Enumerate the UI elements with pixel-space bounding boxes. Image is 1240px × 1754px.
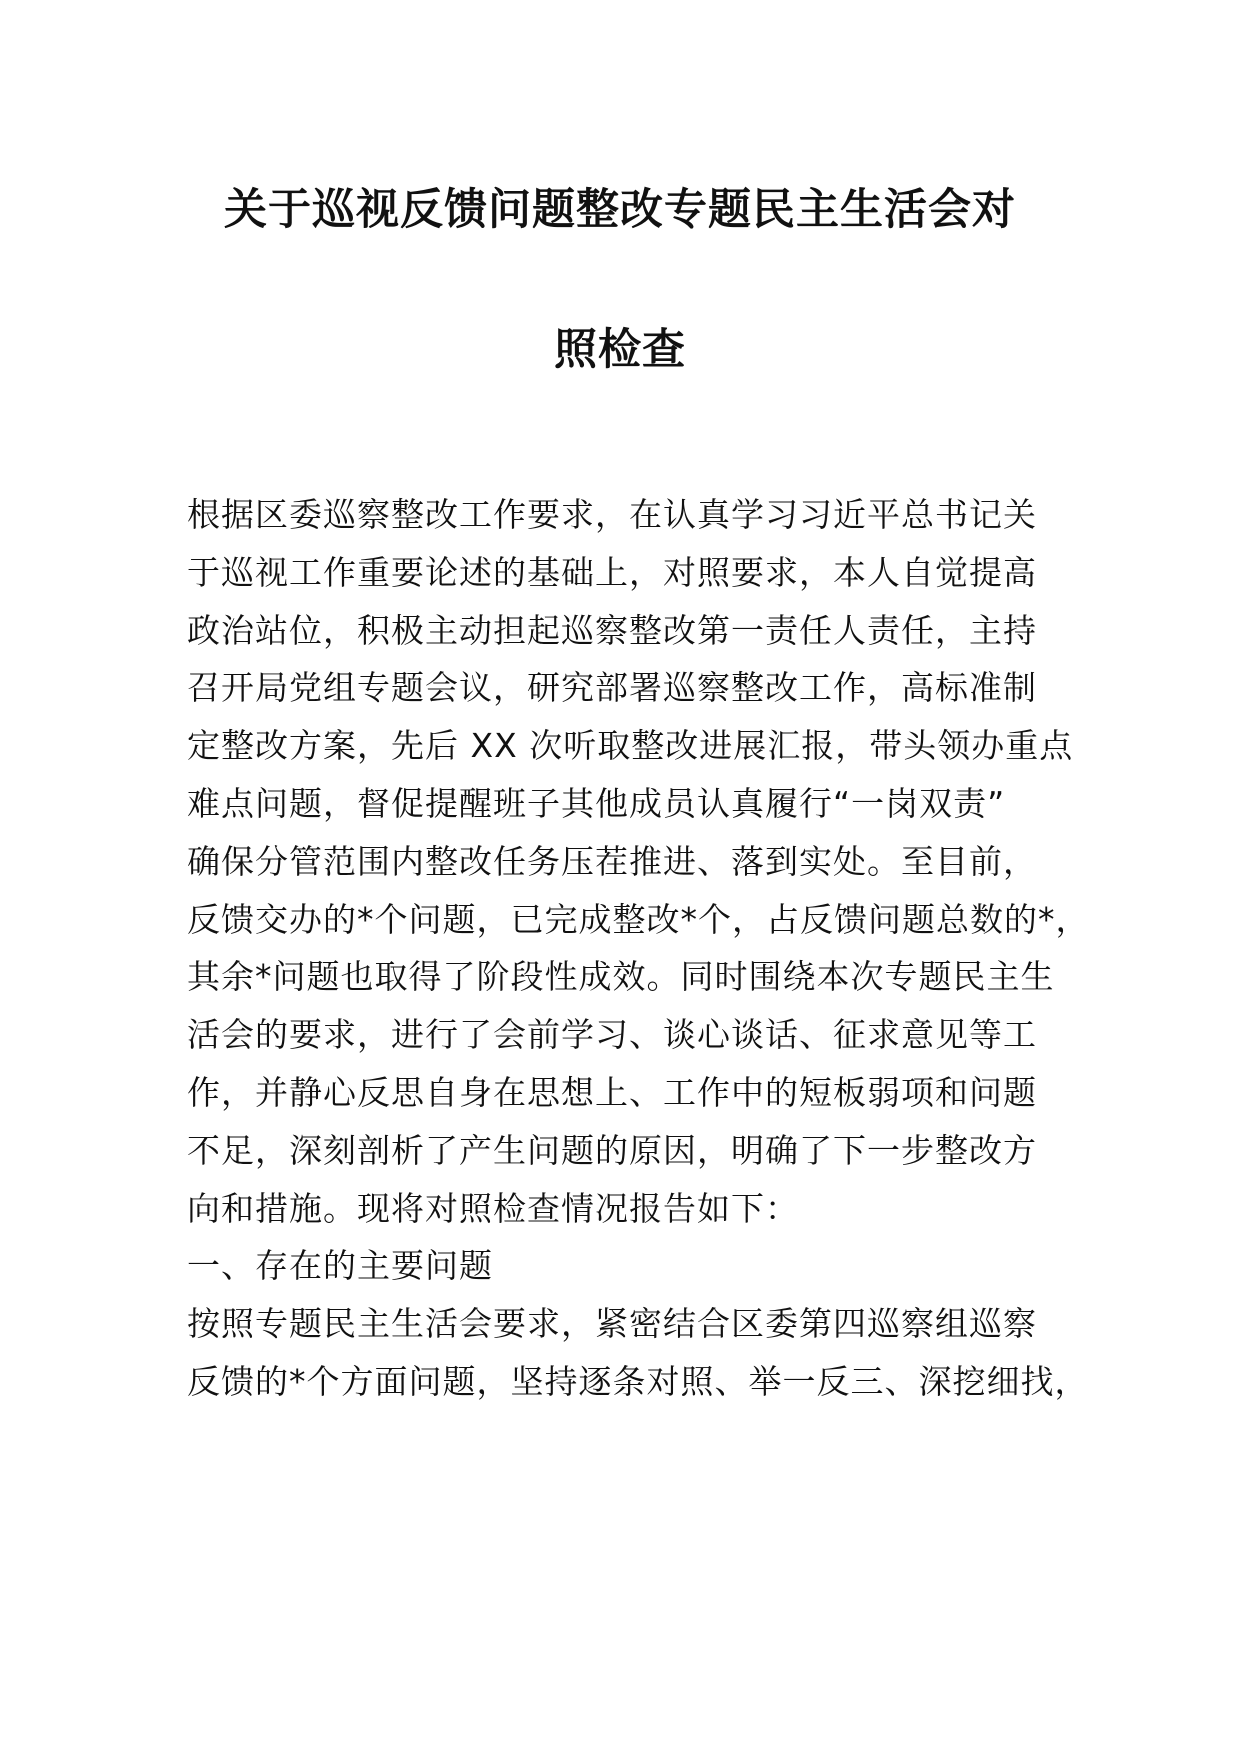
body-line: 向和措施。现将对照检查情况报告如下： bbox=[187, 1188, 799, 1228]
body-line: 根据区委巡察整改工作要求，在认真学习习近平总书记关 bbox=[187, 495, 1037, 534]
document-title-line-2: 照检查 bbox=[554, 325, 686, 375]
body-line: 作，并静心反思自身在思想上、工作中的短板弱项和问题 bbox=[187, 1072, 1037, 1112]
body-line: 召开局党组专题会议，研究部署巡察整改工作，高标准制 bbox=[187, 668, 1037, 708]
body-line: 难点问题，督促提醒班子其他成员认真履行“一岗双责” bbox=[187, 783, 1006, 823]
body-line: 反馈交办的*个问题，已完成整改*个，占反馈问题总数的*， bbox=[187, 899, 1090, 939]
body-line: 按照专题民主生活会要求，紧密结合区委第四巡察组巡察 bbox=[187, 1304, 1037, 1344]
document-body bbox=[187, 486, 1107, 1411]
body-line: 确保分管范围内整改任务压茬推进、落到实处。至目前， bbox=[187, 841, 1037, 881]
body-line: 于巡视工作重要论述的基础上，对照要求，本人自觉提高 bbox=[187, 552, 1037, 592]
body-line: 不足，深刻剖析了产生问题的原因，明确了下一步整改方 bbox=[187, 1130, 1037, 1170]
body-line: 活会的要求，进行了会前学习、谈心谈话、征求意见等工 bbox=[187, 1015, 1037, 1055]
body-line: 其余*问题也取得了阶段性成效。同时围绕本次专题民主生 bbox=[187, 957, 1055, 997]
body-line: 定整改方案，先后 XX 次听取整改进展汇报，带头领办重点 bbox=[187, 726, 1074, 766]
body-line: 反馈的*个方面问题，坚持逐条对照、举一反三、深挖细找， bbox=[187, 1361, 1089, 1401]
body-line: 政治站位，积极主动担起巡察整改第一责任人责任，主持 bbox=[187, 610, 1037, 650]
section-heading: 一、存在的主要问题 bbox=[187, 1246, 493, 1286]
document-title-line-1: 关于巡视反馈问题整改专题民主生活会对 bbox=[224, 185, 1016, 235]
